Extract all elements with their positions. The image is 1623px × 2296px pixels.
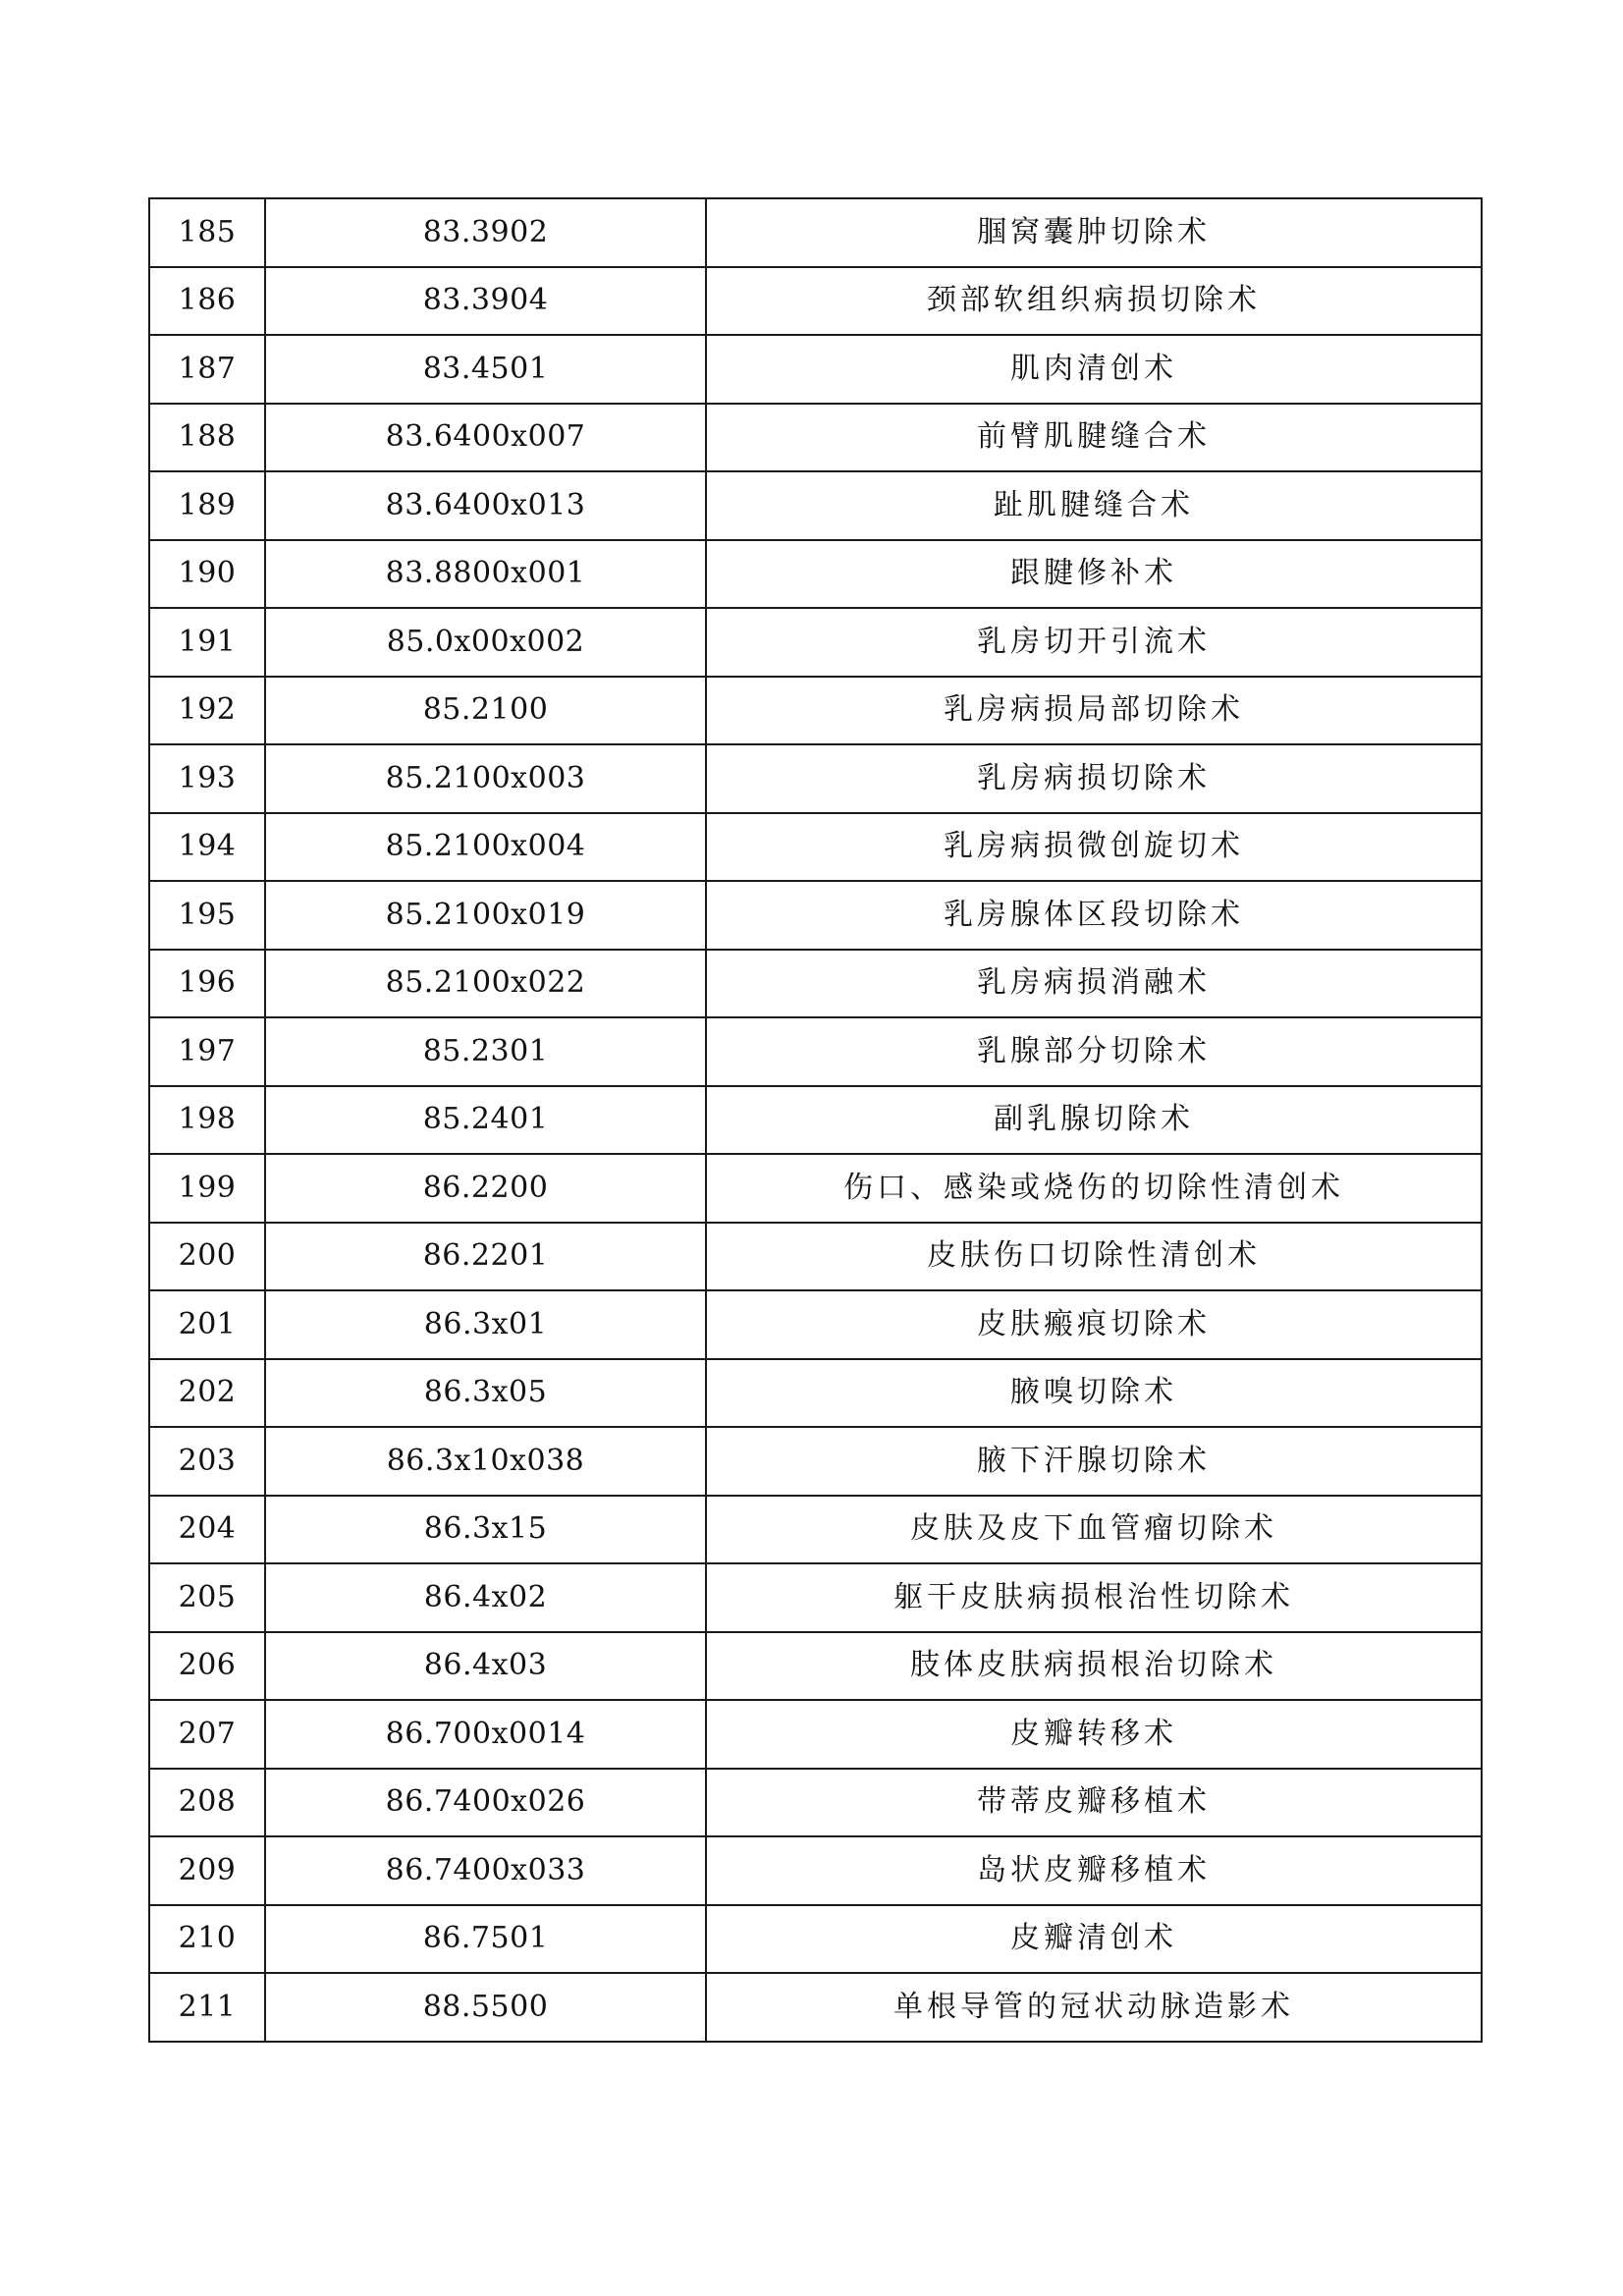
table-row [149, 1154, 1482, 1223]
row-index: 186 [149, 267, 265, 336]
table-row [149, 1700, 1482, 1769]
procedure-name: 皮瓣清创术 [706, 1905, 1482, 1974]
row-index: 188 [149, 404, 265, 472]
procedure-code: 86.700x0014 [265, 1700, 706, 1769]
procedure-code: 85.2100x022 [265, 950, 706, 1018]
row-index: 208 [149, 1769, 265, 1837]
procedure-name: 乳房病损消融术 [706, 950, 1482, 1018]
procedure-code: 85.2100x004 [265, 813, 706, 882]
table-row [149, 1496, 1482, 1564]
procedure-code: 86.7400x033 [265, 1836, 706, 1905]
procedure-code: 86.2201 [265, 1223, 706, 1291]
row-index: 200 [149, 1223, 265, 1291]
table-row [149, 471, 1482, 540]
row-index: 189 [149, 471, 265, 540]
procedure-name: 皮瓣转移术 [706, 1700, 1482, 1769]
row-index: 201 [149, 1290, 265, 1359]
procedure-name: 单根导管的冠状动脉造影术 [706, 1973, 1482, 2042]
procedure-code: 83.4501 [265, 335, 706, 404]
table-row [149, 1086, 1482, 1155]
table-row [149, 950, 1482, 1018]
procedure-code: 85.2100 [265, 677, 706, 745]
procedure-name: 腘窝囊肿切除术 [706, 198, 1482, 267]
table-row [149, 1973, 1482, 2042]
procedure-name: 副乳腺切除术 [706, 1086, 1482, 1155]
procedure-code: 83.6400x013 [265, 471, 706, 540]
row-index: 195 [149, 881, 265, 950]
table-row [149, 1427, 1482, 1496]
procedure-code: 85.2401 [265, 1086, 706, 1155]
procedure-code: 83.8800x001 [265, 540, 706, 609]
procedure-code: 83.3904 [265, 267, 706, 336]
procedure-name: 趾肌腱缝合术 [706, 471, 1482, 540]
table-row [149, 198, 1482, 267]
table-row [149, 744, 1482, 813]
procedure-table [148, 197, 1483, 2043]
procedure-table-body [149, 198, 1482, 2042]
procedure-name: 躯干皮肤病损根治性切除术 [706, 1563, 1482, 1632]
procedure-name: 跟腱修补术 [706, 540, 1482, 609]
procedure-name: 乳房病损微创旋切术 [706, 813, 1482, 882]
row-index: 204 [149, 1496, 265, 1564]
procedure-name: 乳房病损局部切除术 [706, 677, 1482, 745]
table-row [149, 1017, 1482, 1086]
row-index: 194 [149, 813, 265, 882]
procedure-code: 85.2100x019 [265, 881, 706, 950]
table-row [149, 677, 1482, 745]
procedure-code: 85.2301 [265, 1017, 706, 1086]
procedure-code: 88.5500 [265, 1973, 706, 2042]
procedure-name: 腋嗅切除术 [706, 1359, 1482, 1428]
procedure-code: 86.4x02 [265, 1563, 706, 1632]
table-row [149, 404, 1482, 472]
procedure-name: 肌肉清创术 [706, 335, 1482, 404]
procedure-code: 86.3x15 [265, 1496, 706, 1564]
procedure-code: 86.3x05 [265, 1359, 706, 1428]
table-row [149, 1836, 1482, 1905]
procedure-code: 83.6400x007 [265, 404, 706, 472]
table-row [149, 1632, 1482, 1701]
row-index: 210 [149, 1905, 265, 1974]
procedure-name: 乳房病损切除术 [706, 744, 1482, 813]
table-row [149, 1223, 1482, 1291]
procedure-code: 86.7400x026 [265, 1769, 706, 1837]
procedure-name: 乳腺部分切除术 [706, 1017, 1482, 1086]
row-index: 192 [149, 677, 265, 745]
table-row [149, 881, 1482, 950]
procedure-name: 皮肤伤口切除性清创术 [706, 1223, 1482, 1291]
table-row [149, 540, 1482, 609]
row-index: 207 [149, 1700, 265, 1769]
table-row [149, 267, 1482, 336]
procedure-name: 岛状皮瓣移植术 [706, 1836, 1482, 1905]
procedure-code: 85.0x00x002 [265, 608, 706, 677]
procedure-name: 乳房腺体区段切除术 [706, 881, 1482, 950]
procedure-name: 皮肤及皮下血管瘤切除术 [706, 1496, 1482, 1564]
row-index: 197 [149, 1017, 265, 1086]
procedure-name: 腋下汗腺切除术 [706, 1427, 1482, 1496]
row-index: 199 [149, 1154, 265, 1223]
procedure-code: 85.2100x003 [265, 744, 706, 813]
procedure-code: 86.4x03 [265, 1632, 706, 1701]
procedure-code: 86.3x01 [265, 1290, 706, 1359]
procedure-code: 86.3x10x038 [265, 1427, 706, 1496]
procedure-name: 颈部软组织病损切除术 [706, 267, 1482, 336]
procedure-code: 86.2200 [265, 1154, 706, 1223]
table-row [149, 608, 1482, 677]
table-row [149, 1769, 1482, 1837]
row-index: 187 [149, 335, 265, 404]
table-row [149, 335, 1482, 404]
row-index: 203 [149, 1427, 265, 1496]
row-index: 190 [149, 540, 265, 609]
row-index: 206 [149, 1632, 265, 1701]
procedure-code: 86.7501 [265, 1905, 706, 1974]
table-row [149, 1905, 1482, 1974]
row-index: 209 [149, 1836, 265, 1905]
row-index: 196 [149, 950, 265, 1018]
procedure-name: 皮肤瘢痕切除术 [706, 1290, 1482, 1359]
row-index: 205 [149, 1563, 265, 1632]
row-index: 202 [149, 1359, 265, 1428]
table-row [149, 1290, 1482, 1359]
table-row [149, 1563, 1482, 1632]
row-index: 198 [149, 1086, 265, 1155]
table-row [149, 813, 1482, 882]
row-index: 191 [149, 608, 265, 677]
row-index: 211 [149, 1973, 265, 2042]
procedure-name: 乳房切开引流术 [706, 608, 1482, 677]
procedure-name: 前臂肌腱缝合术 [706, 404, 1482, 472]
procedure-name: 伤口、感染或烧伤的切除性清创术 [706, 1154, 1482, 1223]
row-index: 193 [149, 744, 265, 813]
procedure-name: 带蒂皮瓣移植术 [706, 1769, 1482, 1837]
row-index: 185 [149, 198, 265, 267]
procedure-name: 肢体皮肤病损根治切除术 [706, 1632, 1482, 1701]
table-row [149, 1359, 1482, 1428]
procedure-code: 83.3902 [265, 198, 706, 267]
